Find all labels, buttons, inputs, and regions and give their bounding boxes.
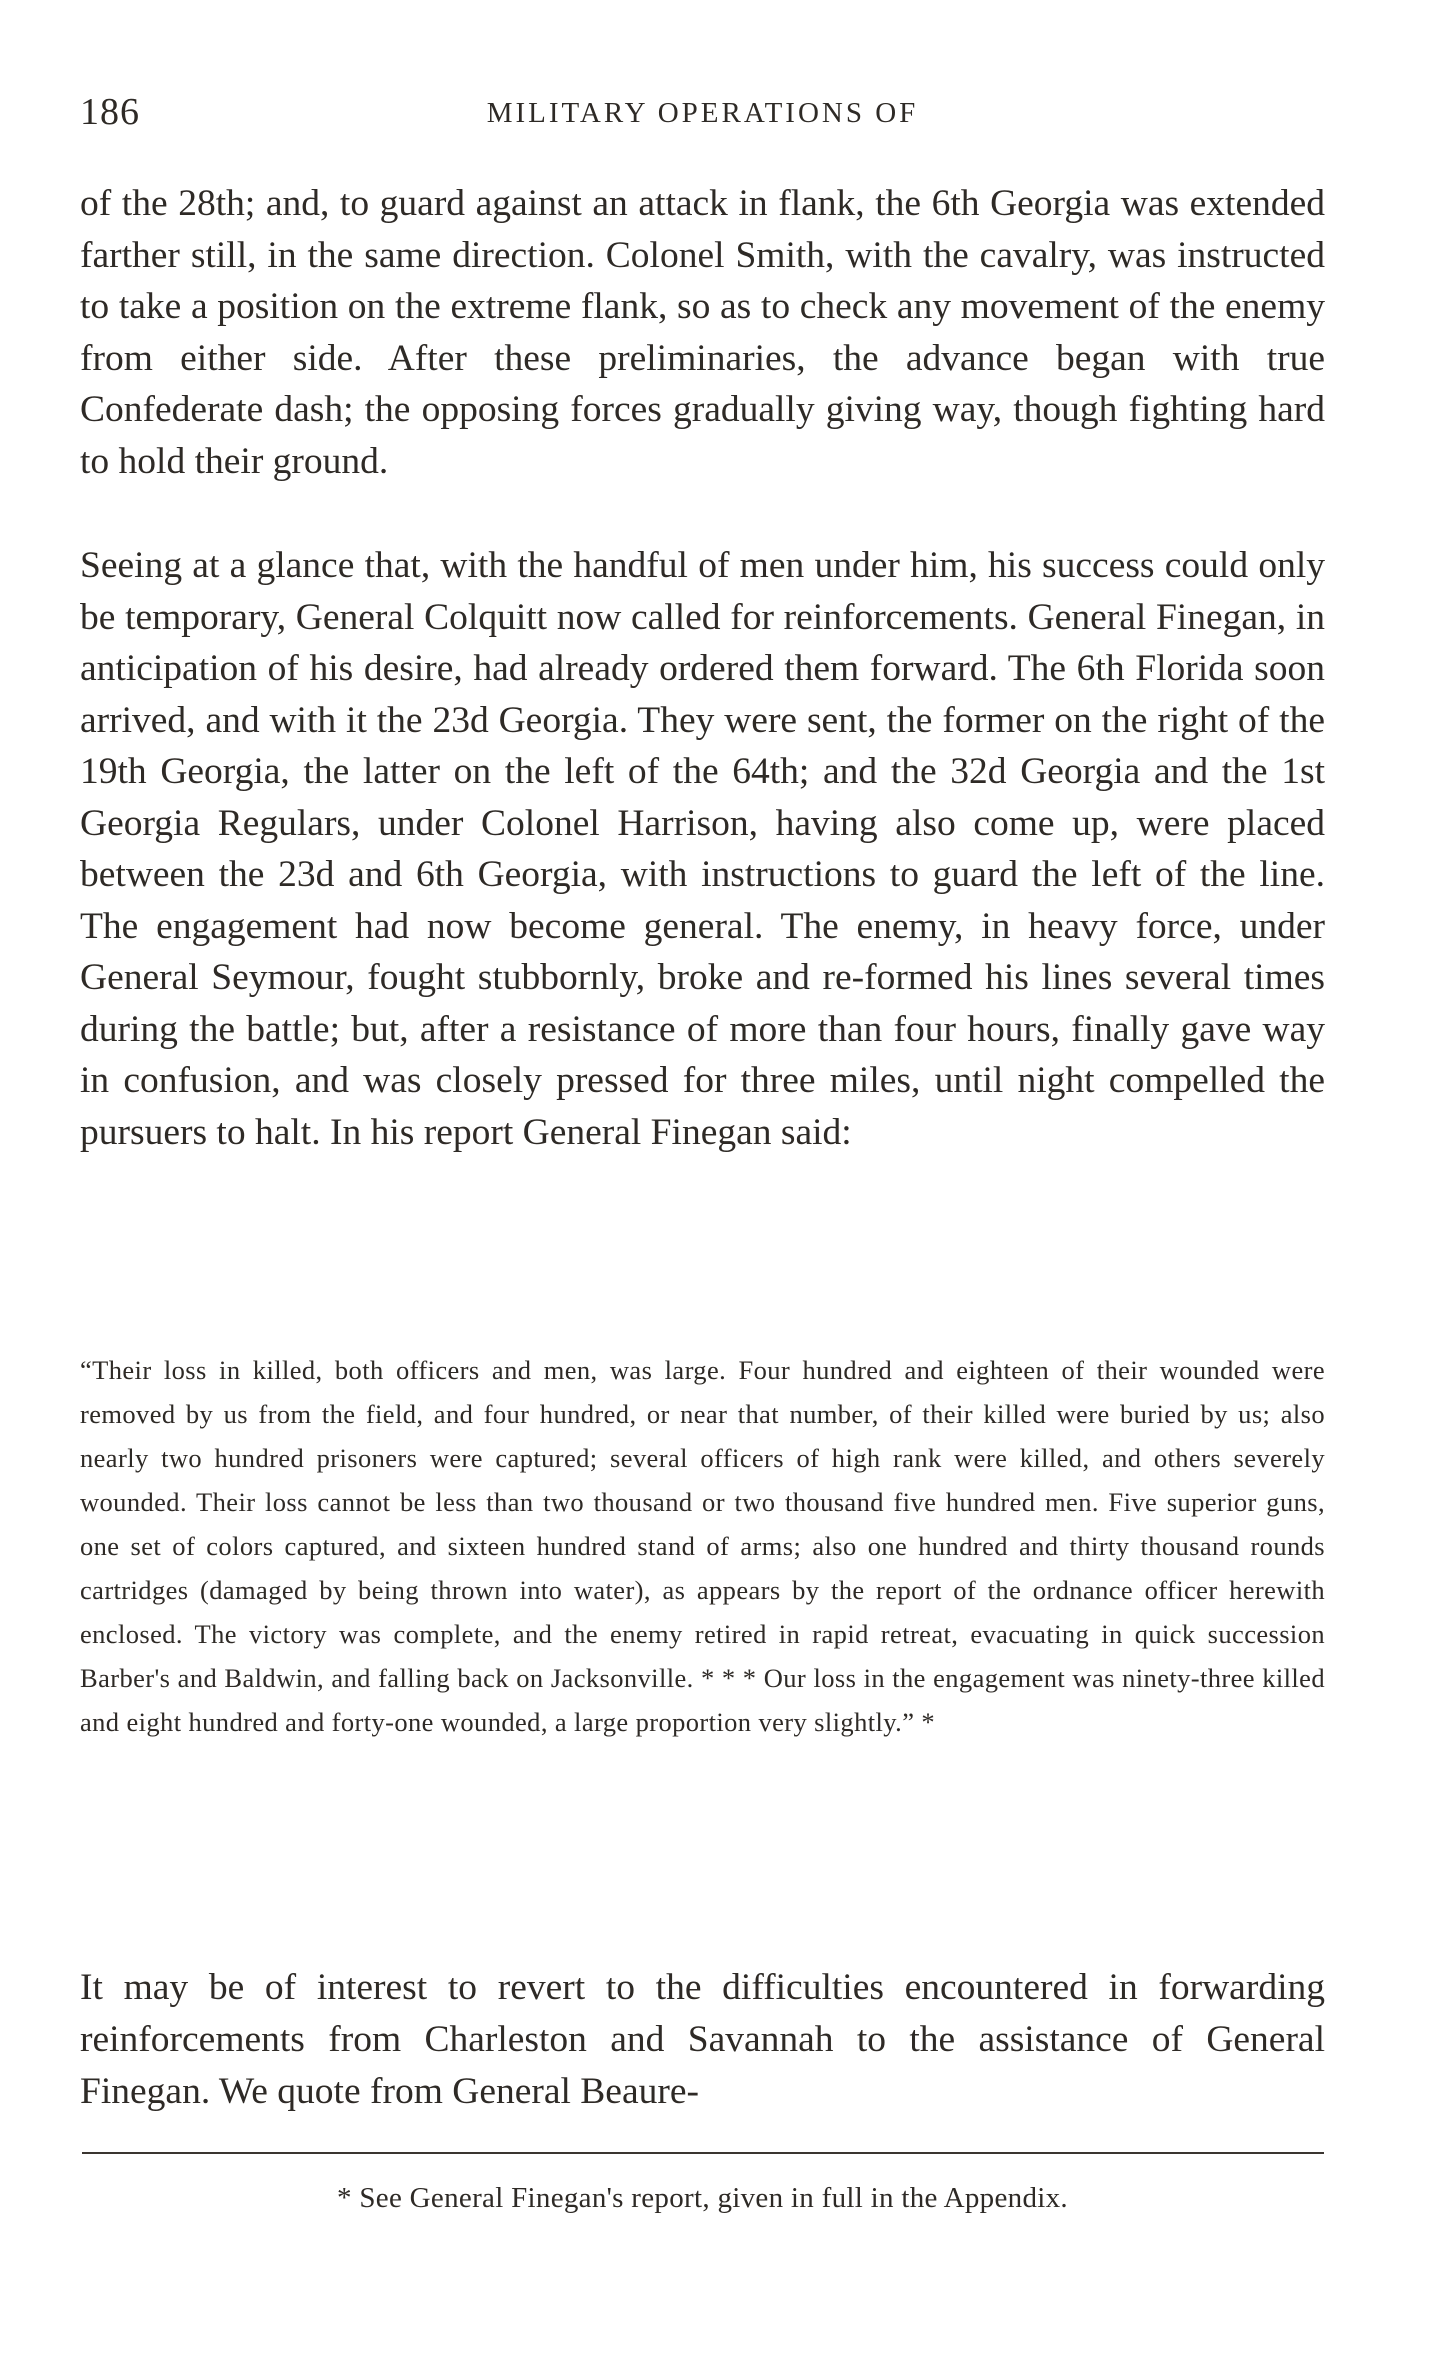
paragraph-1: of the 28th; and, to guard against an attack in flank, the 6th Georgia was extended farther still, in the same direction. Colonel Smith, with the cavalry, was instructed to take a position on the extreme flank, so as to check any movement of the enemy from either side. After these preliminaries, the advance began with true Confederate dash; the opposing forces gradually giving way, though fighting hard to hold their ground.: [80, 183, 1325, 482]
page-number: 186: [80, 91, 140, 133]
report-quotation: “Their loss in killed, both officers and men, was large. Four hundred and eighteen of their wounded were removed by us from the field, and four hundred, or near that number, of their killed were buried by us; also nearly two hundred prisoners were captured; several officers of high rank were killed, and others severely wounded. Their loss cannot be less than two thousand or two thousand five hundred men. Five superior guns, one set of colors captured, and sixteen hundred stand of arms; also one hundred and thirty thousand rounds cartridges (damaged by being thrown into water), as appears by the report of the ordnance officer herewith enclosed. The victory was complete, and the enemy retired in rapid retreat, evacuating in quick succession Barber's and Baldwin, and falling back on Jacksonville. * * * Our loss in the engagement was ninety-three killed and eight hundred and forty-one wounded, a large proportion very slightly.” *: [80, 1355, 1325, 1737]
running-title: MILITARY OPERATIONS OF: [486, 97, 919, 129]
footnote-divider: [82, 2152, 1324, 2154]
closing-paragraph: It may be of interest to revert to the difficulties encountered in forwarding reinforcements from Charleston and Savannah to the assistance of General Finegan. We quote from General Beaure-: [80, 1967, 1325, 2112]
paragraph-2: Seeing at a glance that, with the handful of men under him, his success could only be temporary, General Colquitt now called for reinforcements. General Finegan, in anticipation of his desire, had already ordered them forward. The 6th Florida soon arrived, and with it the 23d Georgia. They were sent, the former on the right of the 19th Georgia, the latter on the left of the 64th; and the 32d Georgia and the 1st Georgia Regulars, under Colonel Harrison, having also come up, were placed between the 23d and 6th Georgia, with instructions to guard the left of the line. The engagement had now become general. The enemy, in heavy force, under General Seymour, fought stubbornly, broke and re-formed his lines several times during the battle; but, after a resistance of more than four hours, finally gave way in confusion, and was closely pressed for three miles, until night compelled the pursuers to halt. In his report General Finegan said:: [80, 545, 1325, 1153]
footnote: * See General Finegan's report, given in full in the Appendix.: [337, 2182, 1068, 2214]
running-head: [80, 92, 1325, 132]
